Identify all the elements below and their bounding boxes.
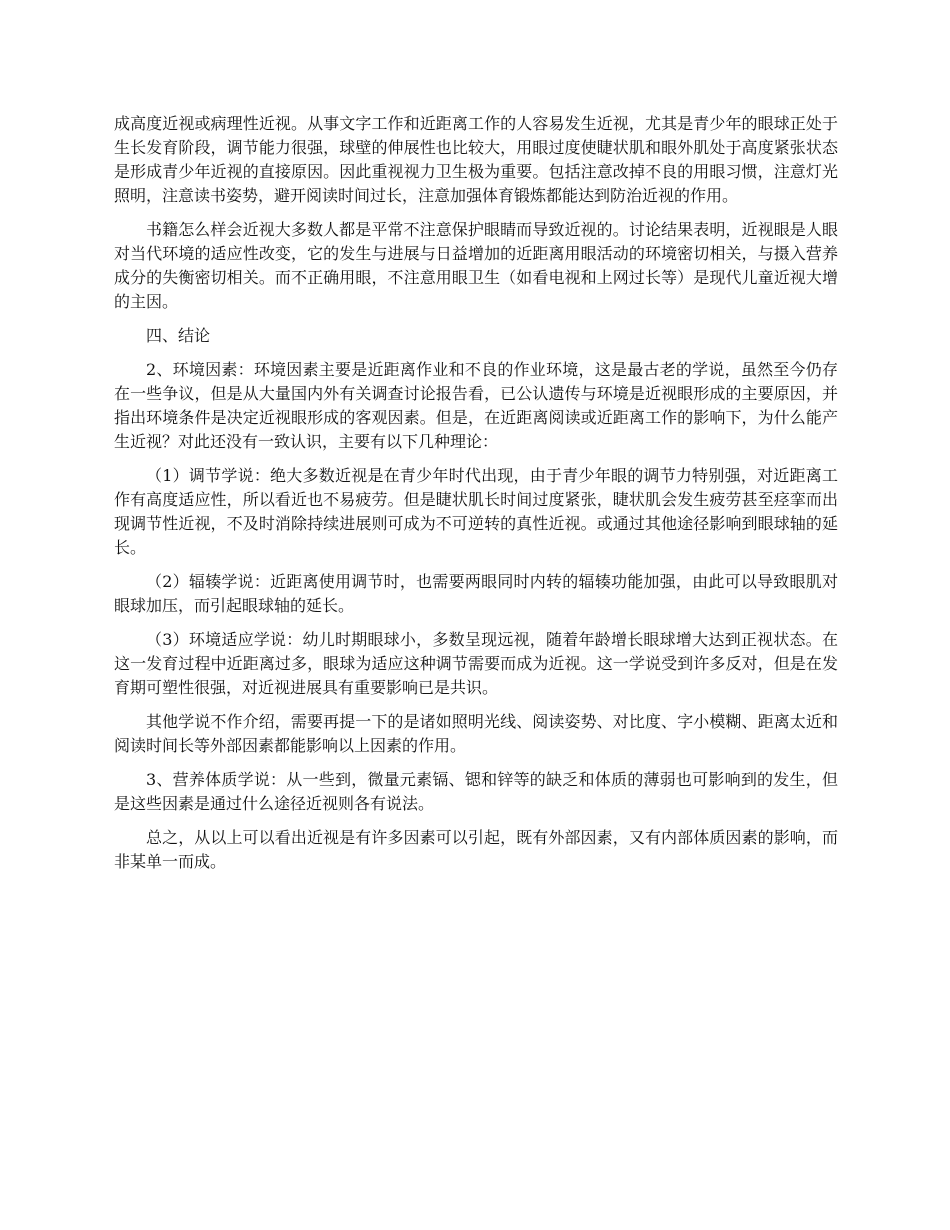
paragraph-nutrition-theory: 3、营养体质学说：从一些到，微量元素镉、锶和锌等的缺乏和体质的薄弱也可影响到的发生，但是这些因素是通过什么途径近视则各有说法。 xyxy=(114,770,838,813)
document-page xyxy=(114,112,838,884)
paragraph-convergence-theory: （2）辐辏学说：近距离使用调节时，也需要两眼同时内转的辐辏功能加强，由此可以导致眼肌对眼球加压，而引起眼球轴的延长。 xyxy=(114,572,838,615)
paragraph-myopia-causes: 书籍怎么样会近视大多数人都是平常不注意保护眼睛而导致近视的。讨论结果表明，近视眼是人眼对当代环境的适应性改变，它的发生与进展与日益增加的近距离用眼活动的环境密切相关，与摄入营养成分的失衡密切相关。而不正确用眼，不注意用眼卫生（如看电视和上网过长等）是现代儿童近视大增的主因。 xyxy=(114,220,838,311)
paragraph-environment-factors: 2、环境因素：环境因素主要是近距离作业和不良的作业环境，这是最古老的学说，虽然至今仍存在一些争议，但是从大量国内外有关调查讨论报告看，已公认遗传与环境是近视眼形成的主要原因，并指出环境条件是决定近视眼形成的客观因素。但是，在近距离阅读或近距离工作的影响下，为什么能产生近视？对此还没有一致认识，主要有以下几种理论： xyxy=(114,360,838,451)
paragraph-adaptation-theory: （3）环境适应学说：幼儿时期眼球小，多数呈现远视，随着年龄增长眼球增大达到正视状态。在这一发育过程中近距离过多，眼球为适应这种调节需要而成为近视。这一学说受到许多反对，但是在发育期可塑性很强，对近视进展具有重要影响已是共识。 xyxy=(114,630,838,697)
paragraph-accommodation-theory: （1）调节学说：绝大多数近视是在青少年时代出现，由于青少年眼的调节力特别强，对近距离工作有高度适应性，所以看近也不易疲劳。但是睫状肌长时间过度紧张，睫状肌会发生疲劳甚至痉挛而出现调节性近视，不及时消除持续进展则可成为不可逆转的真性近视。或通过其他途径影响到眼球轴的延长。 xyxy=(114,466,838,557)
paragraph-continuation: 成高度近视或病理性近视。从事文字工作和近距离工作的人容易发生近视，尤其是青少年的眼球正处于生长发育阶段，调节能力很强，球壁的伸展性也比较大，用眼过度使睫状肌和眼外肌处于高度紧张状态是形成青少年近视的直接原因。因此重视视力卫生极为重要。包括注意改掉不良的用眼习惯，注意灯光照明，注意读书姿势，避开阅读时间过长，注意加强体育锻炼都能达到防治近视的作用。 xyxy=(114,114,838,205)
paragraph-summary: 总之，从以上可以看出近视是有许多因素可以引起，既有外部因素，又有内部体质因素的影响，而非某单一而成。 xyxy=(114,828,838,871)
paragraph-other-theories: 其他学说不作介绍，需要再提一下的是诸如照明光线、阅读姿势、对比度、字小模糊、距离太近和阅读时间长等外部因素都能影响以上因素的作用。 xyxy=(114,712,838,755)
section-heading-conclusion: 四、结论 xyxy=(146,326,211,345)
